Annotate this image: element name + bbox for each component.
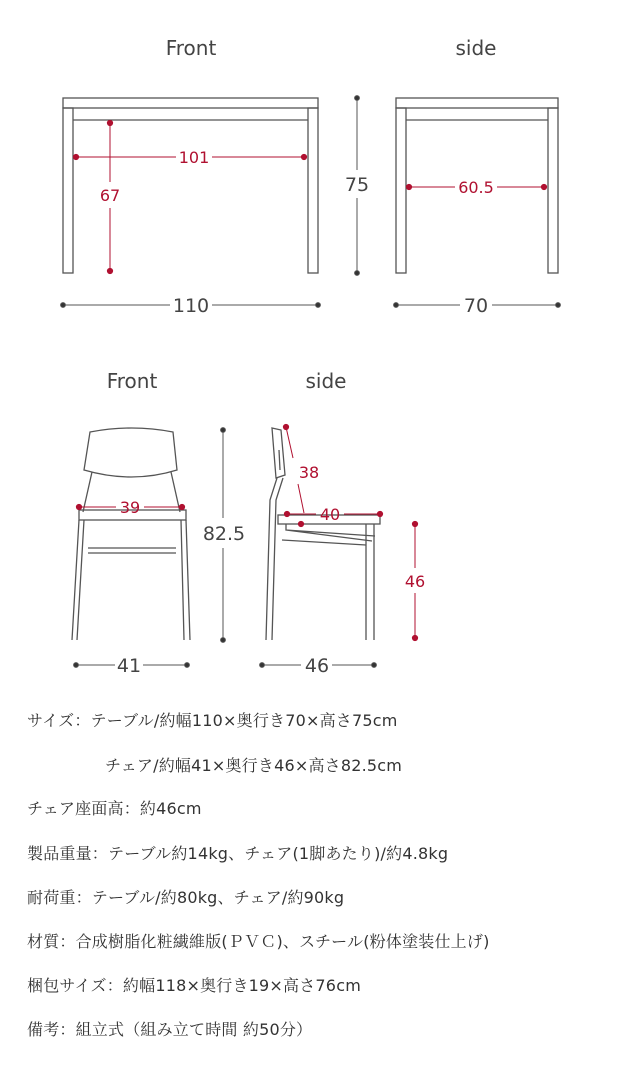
spec-note: 備考：組立式（組み立て時間 約50分） — [27, 1020, 313, 1039]
chair-width-label: 41 — [116, 655, 142, 677]
table-front-title: Front — [165, 36, 217, 60]
chair-seat-height-label: 46 — [404, 572, 426, 591]
table-inner-height-label: 67 — [99, 186, 121, 205]
table-width-label: 110 — [172, 295, 210, 317]
table-inner-depth-label: 60.5 — [458, 178, 494, 197]
table-inner-width-label: 101 — [178, 148, 210, 167]
spec-load-capacity: 耐荷重：テーブル/約80kg、チェア/約90kg — [27, 888, 345, 907]
spec-package-size: 梱包サイズ：約幅118×奥行き19×高さ76cm — [27, 976, 361, 995]
table-depth-label: 70 — [463, 295, 489, 317]
spec-size: サイズ：テーブル/約幅110×奥行き70×高さ75cm — [27, 711, 398, 730]
spec-material: 材質：合成樹脂化粧繊維版(ＰＶＣ)、スチール(粉体塗装仕上げ) — [27, 932, 490, 951]
chair-back-height-label: 38 — [298, 463, 320, 482]
table-height-label: 75 — [344, 174, 370, 196]
table-side-title: side — [455, 36, 497, 60]
spec-size-chair: チェア/約幅41×奥行き46×高さ82.5cm — [105, 756, 403, 775]
spec-weight: 製品重量：テーブル約14kg、チェア(1脚あたり)/約4.8kg — [27, 844, 449, 863]
chair-front-drawing — [72, 428, 190, 640]
spec-seat-height: チェア座面高：約46cm — [27, 799, 202, 818]
chair-seat-width-label: 39 — [119, 498, 141, 517]
chair-front-title: Front — [106, 369, 158, 393]
chair-seat-depth-label: 40 — [319, 505, 341, 524]
chair-side-drawing — [266, 428, 380, 640]
chair-side-title: side — [305, 369, 347, 393]
chair-height-label: 82.5 — [202, 523, 246, 545]
chair-depth-label: 46 — [304, 655, 330, 677]
